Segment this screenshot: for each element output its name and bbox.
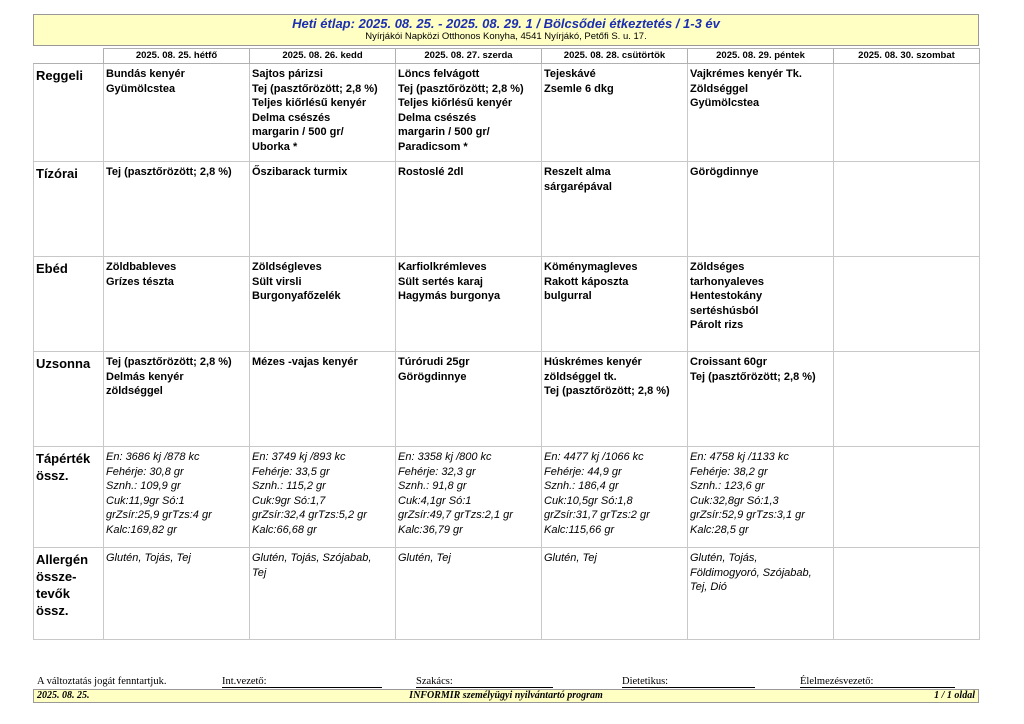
menu-cell (542, 162, 688, 257)
menu-cell (688, 162, 834, 257)
nutrition-line: Fehérje: 33,5 gr (252, 465, 330, 478)
dish-line: Tej (pasztőrözött; 2,8 %) (690, 370, 816, 383)
nutrition-line: Kalc:115,66 gr (544, 523, 615, 536)
allergen-line: Glutén, Tojás, (690, 552, 758, 564)
dish-line: Tej (pasztőrözött; 2,8 %) (106, 356, 232, 368)
dish-line: tarhonyaleves (690, 275, 764, 288)
dish-line: Tejeskávé (544, 68, 596, 80)
menu-cell (250, 447, 396, 548)
nutrition-line: grZsír:32,4 grTzs:5,2 gr (252, 509, 367, 521)
dish-line: Zsemle 6 dkg (544, 82, 614, 95)
menu-cell (542, 257, 688, 352)
row-label (34, 447, 104, 548)
menu-cell (688, 257, 834, 352)
menu-row-5 (34, 548, 980, 640)
menu-header (33, 14, 979, 46)
nutrition-line: Kalc:28,5 gr (690, 523, 749, 536)
dish-line: sárgarépával (544, 180, 612, 193)
dish-line: Croissant 60gr (690, 356, 768, 368)
menu-cell (542, 548, 688, 640)
menu-cell (542, 64, 688, 162)
nutrition-line: Sznh.: 123,6 gr (690, 480, 765, 492)
signature-elelmezesvezeto (800, 676, 955, 688)
menu-cell (104, 447, 250, 548)
dish-line: bulgurral (544, 290, 592, 302)
menu-cell (688, 447, 834, 548)
dish-line: Bundás kenyér (106, 68, 185, 80)
dish-line: Rakott káposzta (544, 275, 629, 288)
menu-cell (250, 257, 396, 352)
signature-elelmezesvezeto-label: Élelmezésvezető: (800, 676, 874, 687)
nutrition-line: Cuk:11,9gr Só:1 (106, 494, 185, 507)
nutrition-line: En: 3686 kj /878 kc (106, 451, 200, 463)
footer-date: 2025. 08. 25. (37, 690, 90, 701)
nutrition-line: Cuk:10,5gr Só:1,8 (544, 494, 633, 507)
allergen-line: Tej, Dió (690, 581, 727, 593)
row-label (34, 548, 104, 640)
dish-line: Hagymás burgonya (398, 290, 501, 302)
nutrition-line: Cuk:9gr Só:1,7 (252, 494, 326, 507)
nutrition-line: Fehérje: 38,2 gr (690, 465, 768, 478)
dish-line: Tej (pasztőrözött; 2,8 %) (544, 385, 670, 397)
dish-line: Gyümölcstea (690, 97, 760, 109)
signature-int-vezeto-label: Int.vezető: (222, 676, 267, 687)
dish-line: Őszibarack turmix (252, 166, 348, 178)
nutrition-line: En: 4477 kj /1066 kc (544, 451, 644, 463)
menu-row-0 (34, 64, 980, 162)
menu-cell (396, 64, 542, 162)
row-label-line: össze- (36, 569, 77, 584)
day-header-0: 2025. 08. 25. hétfő (104, 49, 250, 64)
nutrition-line: Fehérje: 32,3 gr (398, 465, 476, 478)
row-label (34, 257, 104, 352)
signature-szakacs (416, 676, 553, 688)
dish-line: Hentestokány (690, 290, 763, 302)
nutrition-line: Kalc:169,82 gr (106, 523, 177, 536)
dish-line: Görögdinnye (690, 166, 759, 178)
dish-line: Zöldséggel (690, 82, 749, 95)
dish-line: Tej (pasztőrözött; 2,8 %) (106, 166, 232, 178)
row-label (34, 162, 104, 257)
menu-cell (104, 64, 250, 162)
menu-cell (396, 352, 542, 447)
nutrition-line: Sznh.: 109,9 gr (106, 480, 181, 492)
menu-cell (688, 64, 834, 162)
allergen-line: Tej (252, 566, 267, 579)
menu-cell (834, 447, 980, 548)
nutrition-line: grZsír:52,9 grTzs:3,1 gr (690, 509, 805, 521)
menu-cell (250, 64, 396, 162)
day-header-1: 2025. 08. 26. kedd (250, 49, 396, 64)
dish-line: margarin / 500 gr/ (252, 126, 344, 138)
nutrition-line: Kalc:36,79 gr (398, 523, 463, 536)
row-label (34, 64, 104, 162)
row-label-line: Uzsonna (36, 356, 91, 371)
row-label-line: Tápérték (36, 451, 91, 466)
dish-line: margarin / 500 gr/ (398, 126, 490, 138)
dish-line: Paradicsom * (398, 140, 468, 153)
dish-line: Rostoslé 2dl (398, 166, 464, 178)
dish-line: Karfiolkrémleves (398, 261, 487, 273)
nutrition-line: Sznh.: 115,2 gr (252, 480, 326, 492)
menu-row-4 (34, 447, 980, 548)
dish-line: Sült virsli (252, 275, 302, 288)
menu-cell (104, 548, 250, 640)
row-label-line: Allergén (36, 552, 89, 567)
allergen-line: Földimogyoró, Szójabab, (690, 566, 812, 579)
menu-title: Heti étlap: 2025. 08. 25. - 2025. 08. 29. 1 / Bölcsődei étkeztetés / 1-3 év (292, 16, 720, 31)
dish-line: Delma csészés (398, 111, 477, 124)
menu-cell (542, 352, 688, 447)
dish-line: Görögdinnye (398, 370, 467, 383)
dish-line: zöldséggel tk. (544, 370, 617, 383)
nutrition-line: En: 4758 kj /1133 kc (690, 451, 789, 463)
dish-line: sertéshúsból (690, 304, 759, 317)
day-header-2: 2025. 08. 27. szerda (396, 49, 542, 64)
menu-cell (250, 162, 396, 257)
day-header-5: 2025. 08. 30. szombat (834, 49, 980, 64)
dish-line: Delmás kenyér (106, 370, 184, 383)
row-label-line: tevők (36, 586, 70, 601)
dish-line: zöldséggel (106, 385, 163, 397)
dish-line: Vajkrémes kenyér Tk. (690, 68, 802, 80)
nutrition-line: grZsír:31,7 grTzs:2 gr (544, 509, 650, 521)
dish-line: Tej (pasztőrözött; 2,8 %) (398, 82, 524, 95)
nutrition-line: En: 3358 kj /800 kc (398, 451, 492, 463)
dish-line: Gyümölcstea (106, 82, 176, 95)
menu-cell (250, 548, 396, 640)
row-label-line: Ebéd (36, 261, 68, 276)
nutrition-line: Sznh.: 91,8 gr (398, 480, 467, 492)
menu-cell (834, 64, 980, 162)
menu-cell (396, 447, 542, 548)
menu-cell (104, 257, 250, 352)
day-header-3: 2025. 08. 28. csütörtök (542, 49, 688, 64)
nutrition-line: Fehérje: 30,8 gr (106, 465, 184, 478)
nutrition-line: Cuk:32,8gr Só:1,3 (690, 494, 779, 507)
nutrition-line: Sznh.: 186,4 gr (544, 480, 619, 492)
signature-szakacs-label: Szakács: (416, 676, 453, 687)
allergen-line: Glutén, Tej (398, 552, 451, 564)
signature-int-vezeto (222, 676, 382, 688)
nutrition-line: Fehérje: 44,9 gr (544, 465, 622, 478)
signature-dietetikus-label: Dietetikus: (622, 676, 669, 687)
menu-cell (396, 257, 542, 352)
footer-program: INFORMIR személyügyi nyilvántartó program (409, 690, 603, 701)
dish-line: Zöldségleves (252, 261, 322, 273)
dish-line: Löncs felvágott (398, 68, 480, 80)
footer-page: 1 / 1 oldal (934, 690, 975, 701)
weekly-menu-table (33, 48, 980, 640)
row-label (34, 352, 104, 447)
allergen-line: Glutén, Tej (544, 552, 597, 564)
nutrition-line: grZsír:49,7 grTzs:2,1 gr (398, 509, 513, 521)
row-label-line: össz. (36, 603, 69, 618)
menu-cell (834, 257, 980, 352)
footer-bar (33, 689, 979, 703)
dish-line: Tej (pasztőrözött; 2,8 %) (252, 82, 378, 95)
nutrition-line: En: 3749 kj /893 kc (252, 451, 346, 463)
disclaimer-text: A változtatás jogát fenntartjuk. (37, 676, 167, 687)
menu-cell (834, 352, 980, 447)
dish-line: Sült sertés karaj (398, 275, 483, 288)
dish-line: Húskrémes kenyér (544, 356, 642, 368)
menu-cell (542, 447, 688, 548)
nutrition-line: Cuk:4,1gr Só:1 (398, 494, 472, 507)
allergen-line: Glutén, Tojás, Tej (106, 552, 191, 564)
dish-line: Mézes -vajas kenyér (252, 356, 358, 368)
menu-cell (396, 162, 542, 257)
signature-line (0, 676, 1024, 690)
nutrition-line: Kalc:66,68 gr (252, 523, 317, 536)
menu-cell (104, 352, 250, 447)
day-header-4: 2025. 08. 29. péntek (688, 49, 834, 64)
menu-cell (688, 352, 834, 447)
dish-line: Párolt rizs (690, 319, 744, 331)
menu-cell (104, 162, 250, 257)
dish-line: Túrórudi 25gr (398, 356, 470, 368)
nutrition-line: grZsír:25,9 grTzs:4 gr (106, 509, 212, 521)
menu-row-3 (34, 352, 980, 447)
dish-line: Sajtos párizsi (252, 68, 323, 80)
row-label-line: Reggeli (36, 68, 83, 83)
dish-line: Grízes tészta (106, 275, 174, 288)
dish-line: Köménymagleves (544, 261, 638, 273)
menu-cell (834, 548, 980, 640)
dish-line: Uborka * (252, 140, 298, 153)
dish-line: Teljes kiőrlésű kenyér (398, 97, 513, 109)
dish-line: Zöldséges (690, 261, 745, 273)
signature-dietetikus (622, 676, 755, 688)
menu-row-2 (34, 257, 980, 352)
corner-cell (34, 49, 104, 64)
dish-line: Reszelt alma (544, 166, 611, 178)
menu-body (34, 64, 980, 640)
menu-cell (688, 548, 834, 640)
menu-cell (250, 352, 396, 447)
dish-line: Zöldbableves (106, 261, 177, 273)
row-label-line: össz. (36, 468, 69, 483)
kitchen-address: Nyírjákói Napközi Otthonos Konyha, 4541 Nyírjákó, Petőfi S. u. 17. (365, 31, 647, 42)
menu-cell (834, 162, 980, 257)
allergen-line: Glutén, Tojás, Szójabab, (252, 552, 372, 564)
dish-line: Delma csészés (252, 111, 331, 124)
menu-row-1 (34, 162, 980, 257)
row-label-line: Tízórai (36, 166, 78, 181)
dish-line: Teljes kiőrlésű kenyér (252, 97, 367, 109)
menu-cell (396, 548, 542, 640)
dish-line: Burgonyafőzelék (252, 290, 341, 302)
day-header-row (34, 49, 980, 64)
